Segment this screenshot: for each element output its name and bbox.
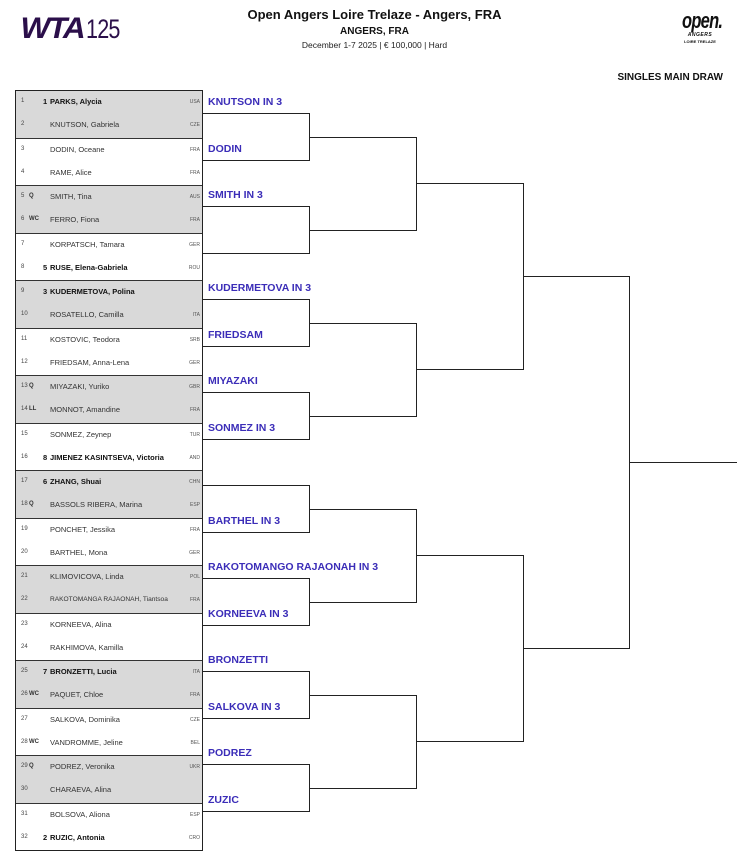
round1-winner: RAKOTOMANGO RAJAONAH IN 3 [208,561,379,574]
match-pair [16,328,202,376]
draw-position: 15 [21,430,28,437]
country-code: FRA [190,169,200,176]
draw-position: 25 [21,668,28,674]
match-pair [16,233,202,281]
round1-line [203,485,309,486]
player-name: RUZIC, Antonia [50,832,105,842]
tournament-info: December 1-7 2025 | € 100,000 | Hard [301,40,448,50]
player-row[interactable] [16,329,202,352]
round1-line [203,253,309,254]
draw-label: SINGLES MAIN DRAW [617,72,723,83]
entry-status: Q [29,193,34,199]
player-name: BARTHEL, Mona [50,547,108,557]
round1-winner: PODREZ [208,747,252,760]
country-code: USA [189,99,200,105]
round2-line [309,602,416,603]
round1-winner: ZUZIC [208,793,239,806]
draw-position: 27 [21,715,28,722]
country-code: ESP [189,811,200,818]
player-name: KNUTSON, Gabriela [50,120,120,130]
draw-position: 32 [21,833,28,840]
player-name: CHARAEVA, Alina [50,785,112,795]
draw-position: 29 [21,763,28,769]
round1-line [203,113,309,114]
quarterfinal-line [416,369,523,370]
player-name: ZHANG, Shuai [50,477,102,486]
draw-position: 5 [21,193,25,199]
entry-status: LL [29,406,37,413]
country-code: CHN [189,479,200,485]
country-code: AUS [189,194,200,200]
match-pair [16,470,202,518]
round1-line [203,578,309,579]
round1-winner: SALKOVA IN 3 [208,700,281,713]
round1-winner: FRIEDSAM [208,328,263,341]
player-row[interactable] [16,424,202,447]
player-row[interactable] [16,637,202,660]
draw-position: 11 [21,335,28,342]
player-row[interactable] [16,352,202,375]
semifinal-line [523,276,629,277]
country-code: AND [189,454,200,461]
seed-number: 5 [43,262,48,272]
player-row[interactable] [16,661,202,684]
player-row[interactable] [16,399,202,422]
round2-line [309,788,416,789]
draw-position: 14 [21,406,28,413]
round1-winner: BARTHEL IN 3 [208,514,281,527]
round2-line [309,230,416,231]
open-logo-line1: ANGERS [687,32,713,38]
player-row[interactable] [16,804,202,827]
entry-status: Q [29,763,34,769]
open-logo-text: open. [682,8,723,33]
round1-winner: KUDERMETOVA IN 3 [208,282,312,295]
country-code: FRA [190,146,200,153]
player-name: PODREZ, Veronika [50,762,115,771]
match-pair [16,280,202,328]
country-code: FRA [190,692,200,699]
player-name: KOSTOVIC, Teodora [50,334,120,344]
round2-line [309,416,416,417]
seed-number: 1 [43,97,48,106]
player-row[interactable] [16,281,202,304]
entry-status: Q [29,383,34,389]
round1-winner: SMITH IN 3 [208,189,263,202]
player-row[interactable] [16,494,202,517]
draw-position: 2 [21,121,25,128]
player-row[interactable] [16,257,202,280]
round1-line [203,764,309,765]
player-row[interactable] [16,566,202,589]
seed-number: 3 [43,287,48,296]
round1-line [203,532,309,533]
country-code: TUR [189,431,200,438]
player-row[interactable] [16,186,202,209]
player-row[interactable] [16,779,202,802]
player-name: KLIMOVICOVA, Linda [50,572,124,581]
round1-line [203,811,309,812]
seed-number: 6 [43,477,48,486]
country-code: ESP [189,502,200,509]
country-code: GER [189,241,200,248]
country-code: ITA [192,312,200,319]
draw-position: 23 [21,620,28,627]
draw-position: 16 [21,453,28,460]
round1-winner: BRONZETTI [208,654,269,667]
open-angers-logo [676,10,724,44]
round1-line [203,625,309,626]
round2-line [309,695,416,696]
draw-position: 10 [21,311,28,318]
entry-status: WC [29,738,39,745]
player-name: KORNEEVA, Alina [50,619,112,629]
player-name: FRIEDSAM, Anna-Lena [50,357,130,367]
semifinal-line [523,648,629,649]
round2-line [309,137,416,138]
entry-status: WC [29,216,39,223]
player-name: RAME, Alice [50,167,92,177]
player-name: ROSATELLO, Camilla [50,310,124,320]
round1-line [203,718,309,719]
player-row[interactable] [16,304,202,327]
round1-line [203,392,309,393]
player-name: RAKHIMOVA, Kamilla [50,642,124,652]
player-row[interactable] [16,756,202,779]
draw-position: 3 [21,145,25,152]
player-name: SONMEZ, Zeynep [50,429,112,439]
country-code: FRA [190,217,200,224]
draw-position: 24 [21,643,28,650]
country-code: SRB [189,336,200,343]
player-draw-table [15,90,203,851]
draw-position: 12 [21,358,28,365]
quarterfinal-line [416,741,523,742]
player-row[interactable] [16,91,202,114]
player-name: SALKOVA, Dominika [50,714,120,724]
country-code: ROU [188,264,200,271]
match-pair [16,423,202,471]
draw-position: 19 [21,525,28,532]
tournament-city: ANGERS, FRA [340,26,409,37]
entry-status: Q [29,501,34,508]
country-code: FRA [190,597,200,604]
player-name: KUDERMETOVA, Polina [50,287,135,296]
round2-line [309,323,416,324]
player-name: JIMENEZ KASINTSEVA, Victoria [50,452,164,462]
draw-position: 8 [21,263,25,270]
draw-position: 20 [21,548,28,555]
player-name: RAKOTOMANGA RAJAONAH, Tiantsoa [50,596,168,604]
draw-position: 17 [21,478,28,484]
player-name: PONCHET, Jessika [50,524,116,534]
entry-status: WC [29,691,39,698]
draw-position: 30 [21,786,28,793]
player-name: MIYAZAKI, Yuriko [50,382,110,391]
round1-line [203,439,309,440]
draw-position: 28 [21,738,28,745]
draw-position: 9 [21,288,25,294]
match-pair [16,755,202,803]
player-name: KORPATSCH, Tamara [50,239,125,249]
player-row[interactable] [16,589,202,612]
round1-line [203,160,309,161]
country-code: CZE [190,716,200,723]
round1-line [203,206,309,207]
match-pair [16,660,202,708]
round2-line [309,509,416,510]
player-name: RUSE, Elena-Gabriela [50,262,128,272]
country-code: POL [189,574,200,580]
seed-number: 2 [43,832,48,842]
country-code: BEL [190,739,200,746]
player-row[interactable] [16,614,202,637]
tournament-title: Open Angers Loire Trelaze - Angers, FRA [247,7,502,22]
country-code: CZE [190,122,200,129]
wta-tier-text: 125 [86,14,120,44]
seed-number: 8 [43,452,48,462]
match-pair [16,375,202,423]
draw-position: 6 [21,216,25,223]
quarterfinal-line [416,183,523,184]
match-pair [16,91,202,138]
player-row[interactable] [16,542,202,565]
player-row[interactable] [16,234,202,257]
country-code: GER [189,359,200,366]
player-row[interactable] [16,114,202,137]
player-name: DODIN, Oceane [50,144,105,154]
player-row[interactable] [16,471,202,494]
draw-position: 31 [21,810,28,817]
player-name: PARKS, Alycia [50,97,102,106]
country-code: GER [189,549,200,556]
final-line [629,462,737,463]
player-name: FERRO, Fiona [50,215,100,225]
player-name: BRONZETTI, Lucia [50,667,117,676]
player-row[interactable] [16,709,202,732]
round1-line [203,671,309,672]
player-row[interactable] [16,447,202,470]
player-row[interactable] [16,376,202,399]
player-row[interactable] [16,684,202,707]
player-name: SMITH, Tina [50,192,92,201]
country-code: CRO [188,834,200,841]
round1-line [203,346,309,347]
round1-winner: MIYAZAKI [208,375,258,388]
round1-winner: KNUTSON IN 3 [208,96,283,109]
round1-winner: KORNEEVA IN 3 [208,607,289,620]
quarterfinal-line [416,555,523,556]
open-logo-line2: LOIRE TRELAZE [684,39,716,44]
player-name: BASSOLS RIBERA, Marina [50,500,143,510]
player-row[interactable] [16,732,202,755]
country-code: FRA [190,526,200,533]
country-code: FRA [190,407,200,414]
draw-position: 26 [21,691,28,698]
country-code: UKR [189,764,200,770]
match-pair [16,518,202,566]
draw-position: 1 [21,98,25,104]
match-pair [16,708,202,756]
player-row[interactable] [16,209,202,232]
match-pair [16,565,202,613]
player-name: PAQUET, Chloe [50,690,104,700]
round1-winner: SONMEZ IN 3 [208,421,276,434]
country-code: GBR [189,384,200,390]
match-pair [16,613,202,661]
match-pair [16,185,202,233]
player-row[interactable] [16,519,202,542]
wta-logo-text: WTA [20,12,84,45]
round1-line [203,299,309,300]
country-code: ITA [192,669,200,675]
draw-position: 13 [21,383,28,389]
player-name: MONNOT, Amandine [50,405,121,415]
player-row[interactable] [16,827,202,850]
player-name: VANDROMME, Jeline [50,737,123,747]
draw-position: 22 [21,596,28,603]
round1-winner: DODIN [208,142,242,155]
draw-position: 7 [21,240,25,247]
draw-position: 4 [21,168,25,175]
draw-position: 21 [21,573,28,579]
seed-number: 7 [43,667,48,676]
player-row[interactable] [16,139,202,162]
player-row[interactable] [16,162,202,185]
draw-position: 18 [21,501,28,508]
player-name: BOLSOVA, Aliona [50,809,110,819]
match-pair [16,138,202,186]
